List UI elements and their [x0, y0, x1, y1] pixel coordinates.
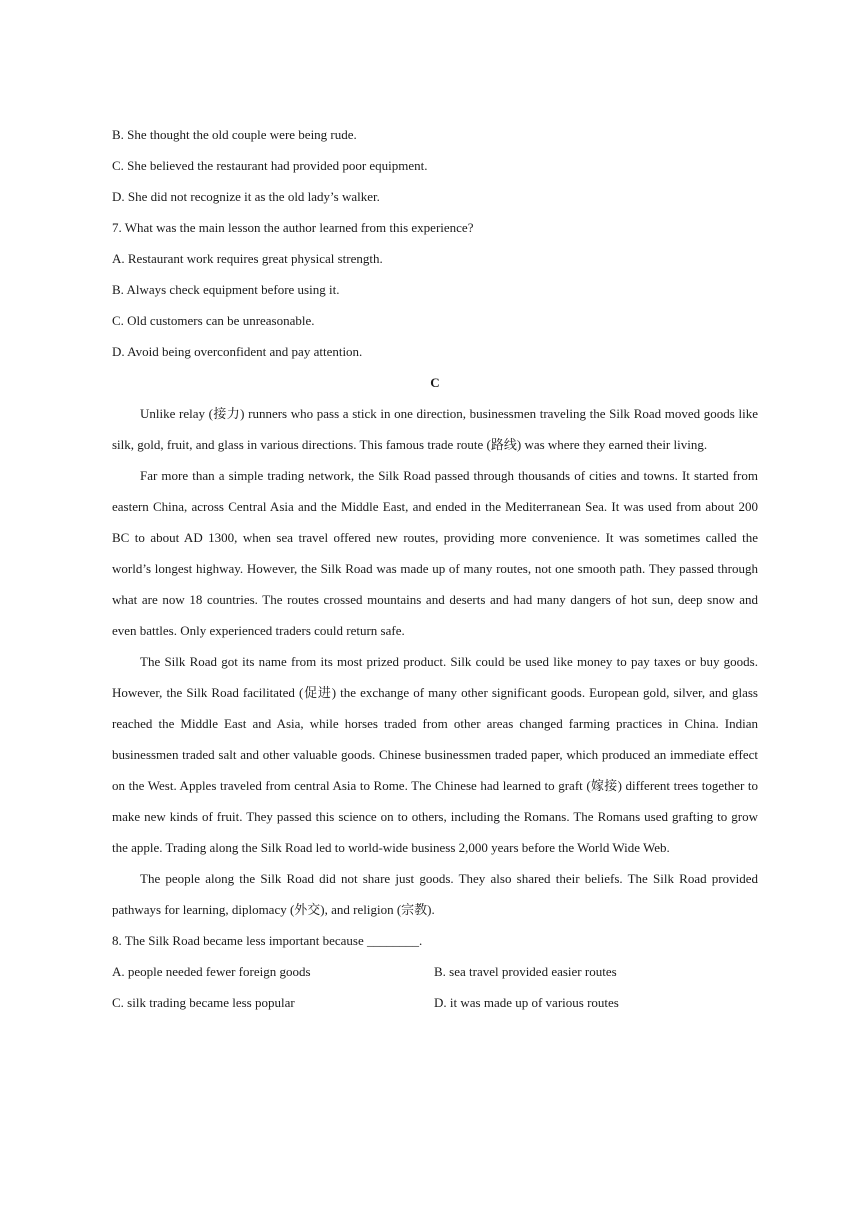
q8-option-c: C. silk trading became less popular	[112, 995, 295, 1010]
section-c-title: C	[430, 375, 440, 390]
passage-paragraph-3: The Silk Road got its name from its most prized product. Silk could be used like money to pay taxes or buy goods. However, the Silk Road facilitated (促进) the exchange of many other significant goods. European gold, silver, and glass reached the Middle East and Asia, while horses traded from other areas changed farming practices in China. Indian businessmen traded salt and other valuable goods. Chinese businessmen traded paper, which produced an immediate effect on the West. Apples traveled from central Asia to Rome. The Chinese had learned to graft (嫁接) different trees together to make new kinds of fruit. They passed this science on to others, including the Romans. The Romans used grafting to grow the apple. Trading along the Silk Road led to world-wide business 2,000 years before the World Wide Web.	[112, 654, 758, 855]
q8-options-row-2	[112, 987, 758, 1018]
q7-stem: 7. What was the main lesson the author learned from this experience?	[112, 220, 474, 235]
q7-option-c: C. Old customers can be unreasonable.	[112, 313, 315, 328]
q7-option-a: A. Restaurant work requires great physical strength.	[112, 251, 383, 266]
q6-option-b: B. She thought the old couple were being rude.	[112, 127, 357, 142]
q8-option-a: A. people needed fewer foreign goods	[112, 964, 311, 979]
q8-option-d: D. it was made up of various routes	[434, 995, 619, 1010]
passage-paragraph-1: Unlike relay (接力) runners who pass a stick in one direction, businessmen traveling the Silk Road moved goods like silk, gold, fruit, and glass in various directions. This famous trade route (路线) was where they earned their living.	[112, 406, 758, 452]
q6-option-c: C. She believed the restaurant had provided poor equipment.	[112, 158, 428, 173]
passage-paragraph-2: Far more than a simple trading network, the Silk Road passed through thousands of cities and towns. It started from eastern China, across Central Asia and the Middle East, and ended in the Mediterranean Sea. It was used from about 200 BC to about AD 1300, when sea travel offered new routes, providing more convenience. It was sometimes called the world’s longest highway. However, the Silk Road was made up of many routes, not one smooth path. They passed through what are now 18 countries. The routes crossed mountains and deserts and had many dangers of hot sun, deep snow and even battles. Only experienced traders could return safe.	[112, 468, 758, 638]
passage-paragraph-4: The people along the Silk Road did not share just goods. They also shared their beliefs. The Silk Road provided pathways for learning, diplomacy (外交), and religion (宗教).	[112, 871, 758, 917]
q8-stem: 8. The Silk Road became less important because ________.	[112, 933, 423, 948]
q6-option-d: D. She did not recognize it as the old lady’s walker.	[112, 189, 380, 204]
q8-option-b: B. sea travel provided easier routes	[434, 964, 617, 979]
q7-option-b: B. Always check equipment before using it.	[112, 282, 340, 297]
q8-options-row-1	[112, 956, 758, 987]
q7-option-d: D. Avoid being overconfident and pay attention.	[112, 344, 363, 359]
